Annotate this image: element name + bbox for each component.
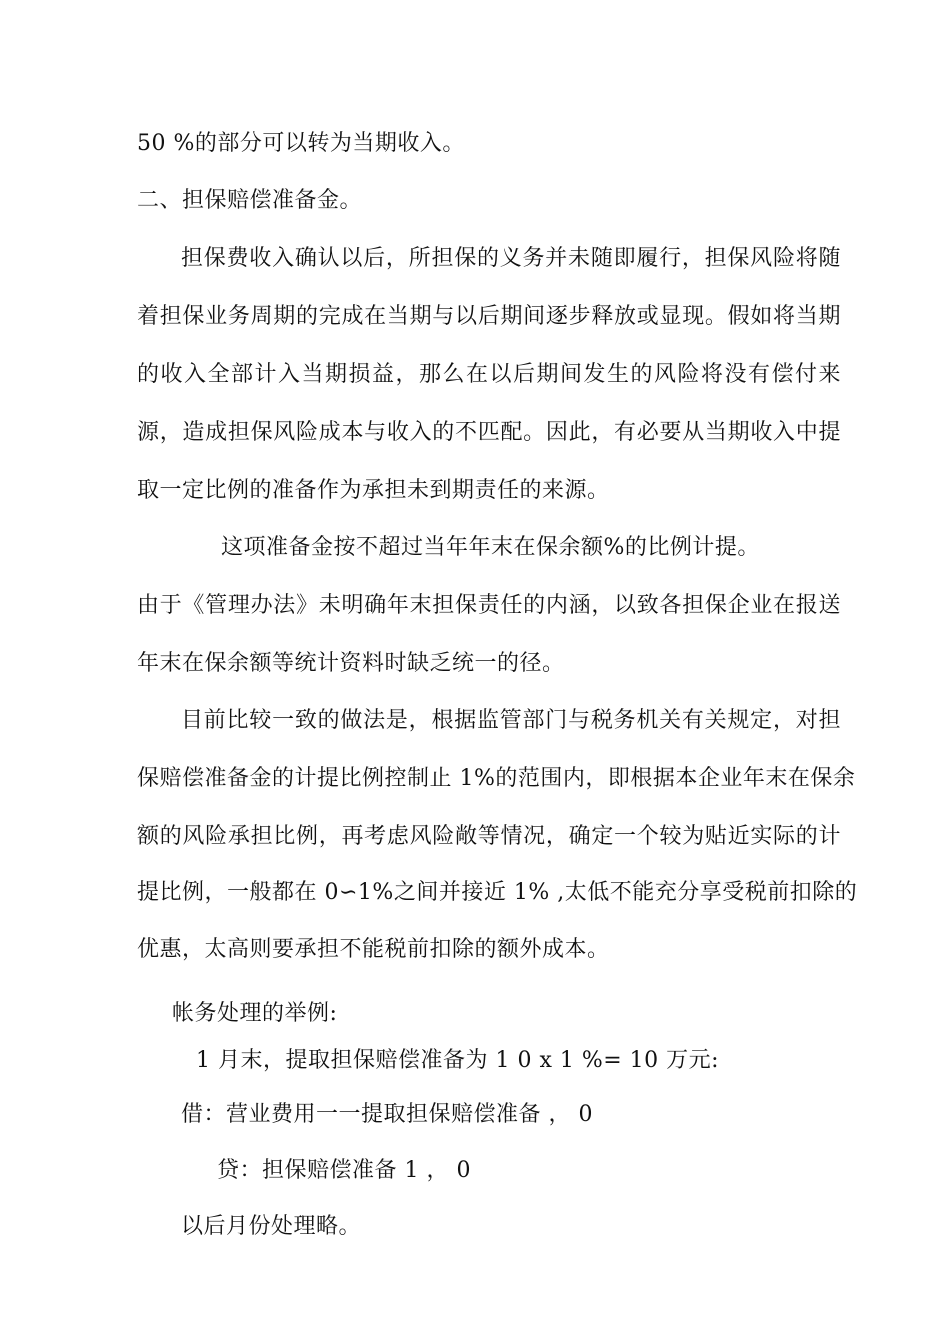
text-line-8: 这项准备金按不超过当年年末在保余额%的比例计提。 (221, 535, 760, 560)
example-heading: 帐务处理的举例: (172, 1001, 338, 1026)
text-line-13: 额的风险承担比例，再考虑风险敞等情况，确定一个较为贴近实际的计 (137, 824, 841, 849)
text-line-9: 由于《管理办法》未明确年末担保责任的内涵，以致各担保企业在报送 (137, 593, 841, 618)
debit-entry: 借：营业费用一一提取担保赔偿准备 ， 0 (181, 1102, 593, 1127)
text-line-4: 着担保业务周期的完成在当期与以后期间逐步释放或显现。假如将当期 (137, 304, 841, 329)
example-line-1: 1 月末，提取担保赔偿准备为 1 0 x 1 %= 10 万元: (196, 1048, 720, 1073)
text-line-15: 优惠，太高则要承担不能税前扣除的额外成本。 (137, 937, 610, 962)
text-line-12: 保赔偿准备金的计提比例控制止 1%的范围内，即根据本企业年末在保余 (137, 766, 856, 791)
text-line-10: 年末在保余额等统计资料时缺乏统一的径。 (137, 651, 565, 676)
text-line-7: 取一定比例的准备作为承担未到期责任的来源。 (137, 478, 610, 503)
credit-entry: 贷：担保赔偿准备 1 ， 0 (217, 1158, 471, 1183)
text-line-5: 的收入全部计入当期损益，那么在以后期间发生的风险将没有偿付来 (137, 362, 841, 387)
closing-line: 以后月份处理略。 (181, 1214, 362, 1239)
text-line-14: 提比例，一般都在 0∽1%之间并接近 1% ,太低不能充分享受税前扣除的 (137, 880, 858, 905)
text-line-11: 目前比较一致的做法是，根据监管部门与税务机关有关规定，对担 (181, 708, 841, 733)
text-line-6: 源，造成担保风险成本与收入的不匹配。因此，有必要从当期收入中提 (137, 420, 841, 445)
text-line-1: 50 %的部分可以转为当期收入。 (137, 131, 465, 156)
text-line-3: 担保费收入确认以后，所担保的义务并未随即履行，担保风险将随 (181, 246, 841, 271)
section-heading: 二、担保赔偿准备金。 (137, 188, 363, 213)
